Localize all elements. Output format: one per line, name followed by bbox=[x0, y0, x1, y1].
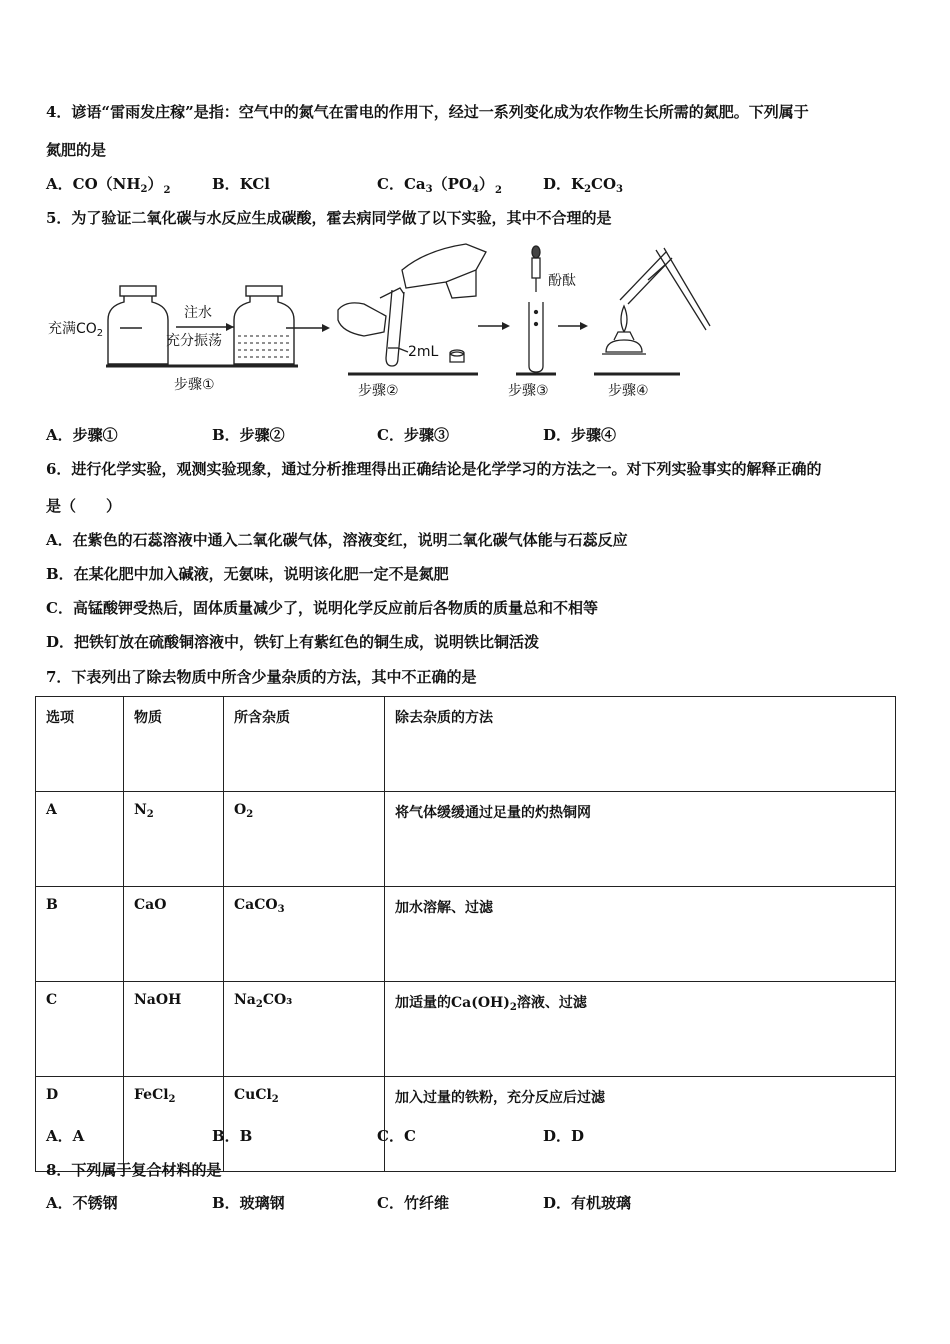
q4-option-d-sub2: 3 bbox=[616, 184, 624, 195]
label-step4: 步骤④ bbox=[608, 383, 649, 399]
q4-option-b-text: KCl bbox=[239, 175, 270, 193]
q8-option-c: C．竹纤维 bbox=[377, 1194, 449, 1212]
row-c-substance: NaOH bbox=[124, 982, 224, 1077]
step1-bottle-left bbox=[108, 286, 168, 364]
table-row bbox=[36, 982, 896, 1077]
q4-option-d bbox=[543, 174, 623, 200]
row-c-impurity-text: Na bbox=[234, 992, 256, 1008]
q7-stem: 7．下表列出了除去物质中所含少量杂质的方法，其中不正确的是 bbox=[46, 668, 477, 686]
q6-option-d: D．把铁钉放在硫酸铜溶液中，铁钉上有紫红色的铜生成，说明铁比铜活泼 bbox=[46, 633, 540, 651]
q8-stem: 8．下列属于复合材料的是 bbox=[46, 1161, 222, 1179]
label-step2: 步骤② bbox=[358, 383, 399, 399]
q4-option-a-sub: 2 bbox=[140, 184, 148, 195]
row-b-impurity bbox=[224, 887, 385, 982]
q4-option-b bbox=[212, 174, 270, 194]
label-phenolphthalein: 酚酞 bbox=[548, 273, 576, 289]
row-b-method: 加水溶解、过滤 bbox=[385, 887, 896, 982]
row-d-substance-text: FeCl bbox=[134, 1087, 169, 1103]
row-c-impurity bbox=[224, 982, 385, 1077]
row-d-substance-sub: 2 bbox=[168, 1094, 176, 1105]
q4-option-c-text2: （PO bbox=[432, 175, 472, 193]
table-row bbox=[36, 1077, 896, 1172]
q4-option-d-text2: CO bbox=[591, 175, 617, 193]
label-co2-sub: 2 bbox=[96, 328, 104, 339]
q4-option-c bbox=[377, 174, 502, 200]
q4-option-c-text: Ca bbox=[403, 175, 426, 193]
q4-option-a-text2: ） bbox=[147, 175, 163, 193]
row-a-option: A bbox=[36, 792, 124, 887]
row-d-substance bbox=[124, 1077, 224, 1172]
q7-option-d: D．D bbox=[543, 1127, 585, 1145]
q7-option-a: A．A bbox=[46, 1127, 85, 1145]
row-c-impurity-sub: 2 bbox=[255, 999, 263, 1010]
label-step1: 步骤① bbox=[174, 377, 215, 393]
q4-option-b-letter: B． bbox=[212, 175, 240, 193]
header-option: 选项 bbox=[36, 697, 124, 792]
q4-option-c-sub: 3 bbox=[425, 184, 433, 195]
row-d-option: D bbox=[36, 1077, 124, 1172]
q4-option-a-text: CO（NH bbox=[72, 175, 141, 193]
q4-option-c-sub3: 2 bbox=[494, 185, 502, 196]
q4-option-a bbox=[46, 174, 170, 200]
row-d-impurity bbox=[224, 1077, 385, 1172]
row-c-impurity-text2: CO₃ bbox=[262, 992, 293, 1008]
row-a-substance-text: N bbox=[134, 802, 147, 818]
row-b-option: B bbox=[36, 887, 124, 982]
step4-heating-illustration bbox=[602, 248, 710, 354]
q7-option-c: C．C bbox=[377, 1127, 416, 1145]
q4-option-d-text: K bbox=[571, 175, 585, 193]
row-d-impurity-sub: 2 bbox=[271, 1094, 279, 1105]
row-a-impurity-text: O bbox=[234, 802, 247, 818]
row-c-method-text: 加适量的Ca(OH) bbox=[395, 995, 510, 1011]
label-step3: 步骤③ bbox=[508, 383, 549, 399]
q5-stem: 5．为了验证二氧化碳与水反应生成碳酸，霍去病同学做了以下实验，其中不合理的是 bbox=[46, 209, 612, 227]
step1-bottle-right bbox=[234, 286, 294, 364]
row-a-impurity bbox=[224, 792, 385, 887]
table-row bbox=[36, 887, 896, 982]
q8-option-a: A．不锈钢 bbox=[46, 1194, 118, 1212]
q4-option-a-letter: A． bbox=[46, 175, 73, 193]
q6-stem-line2: 是（ ） bbox=[46, 497, 122, 515]
row-a-substance bbox=[124, 792, 224, 887]
header-substance: 物质 bbox=[124, 697, 224, 792]
q4-option-c-text3: ） bbox=[478, 175, 494, 193]
q4-option-d-letter: D． bbox=[543, 175, 572, 193]
row-a-impurity-sub: 2 bbox=[246, 809, 254, 820]
label-co2-text: 充满CO bbox=[48, 321, 97, 337]
row-d-impurity-text: CuCl bbox=[234, 1087, 272, 1103]
row-b-impurity-sub: 3 bbox=[277, 904, 285, 915]
label-2ml: 2mL bbox=[408, 344, 439, 360]
q7-table bbox=[35, 696, 896, 1172]
q6-option-c: C．高锰酸钾受热后，固体质量减少了，说明化学反应前后各物质的质量总和不相等 bbox=[46, 599, 598, 617]
row-a-substance-sub: 2 bbox=[146, 809, 154, 820]
q4-option-c-letter: C． bbox=[377, 175, 404, 193]
row-c-method-text2: 溶液、过滤 bbox=[516, 995, 587, 1011]
table-row bbox=[36, 792, 896, 887]
row-a-method: 将气体缓缓通过足量的灼热铜网 bbox=[385, 792, 896, 887]
q4-stem-line1: 4．谚语“雷雨发庄稼”是指：空气中的氮气在雷电的作用下，经过一系列变化成为农作物生长所需的氮肥。下列属于 bbox=[46, 103, 809, 121]
q4-option-d-sub: 2 bbox=[584, 184, 592, 195]
row-c-method bbox=[385, 982, 896, 1077]
q5-option-b: B．步骤② bbox=[212, 426, 285, 444]
q7-option-b: B．B bbox=[212, 1127, 253, 1145]
row-c-option: C bbox=[36, 982, 124, 1077]
q4-stem-line2: 氮肥的是 bbox=[46, 141, 107, 159]
row-b-impurity-text: CaCO bbox=[234, 897, 278, 913]
label-shake: 充分振荡 bbox=[166, 333, 222, 349]
q8-option-d: D．有机玻璃 bbox=[543, 1194, 632, 1212]
q4-option-c-sub2: 4 bbox=[471, 184, 479, 195]
q5-experiment-figure bbox=[46, 240, 726, 410]
header-impurity: 所含杂质 bbox=[224, 697, 385, 792]
q5-option-d: D．步骤④ bbox=[543, 426, 617, 444]
header-method: 除去杂质的方法 bbox=[385, 697, 896, 792]
q4-option-a-sub2: 2 bbox=[163, 185, 171, 196]
row-c-method-sub: 2 bbox=[509, 1002, 517, 1013]
step3-dropper-tube bbox=[529, 246, 543, 372]
label-add-water: 注水 bbox=[184, 305, 212, 321]
q6-option-a: A．在紫色的石蕊溶液中通入二氧化碳气体，溶液变红，说明二氧化碳气体能与石蕊反应 bbox=[46, 531, 628, 549]
table-header-row bbox=[36, 697, 896, 792]
label-co2-filled bbox=[48, 318, 103, 339]
row-b-substance: CaO bbox=[124, 887, 224, 982]
row-d-method: 加入过量的铁粉，充分反应后过滤 bbox=[385, 1077, 896, 1172]
q6-stem-line1: 6．进行化学实验，观测实验现象，通过分析推理得出正确结论是化学学习的方法之一。对下列实验事实的解释正确的 bbox=[46, 460, 822, 478]
q6-option-b: B．在某化肥中加入碱液，无氨味，说明该化肥一定不是氮肥 bbox=[46, 565, 449, 583]
q8-option-b: B．玻璃钢 bbox=[212, 1194, 285, 1212]
q5-option-c: C．步骤③ bbox=[377, 426, 449, 444]
q5-option-a: A．步骤① bbox=[46, 426, 118, 444]
